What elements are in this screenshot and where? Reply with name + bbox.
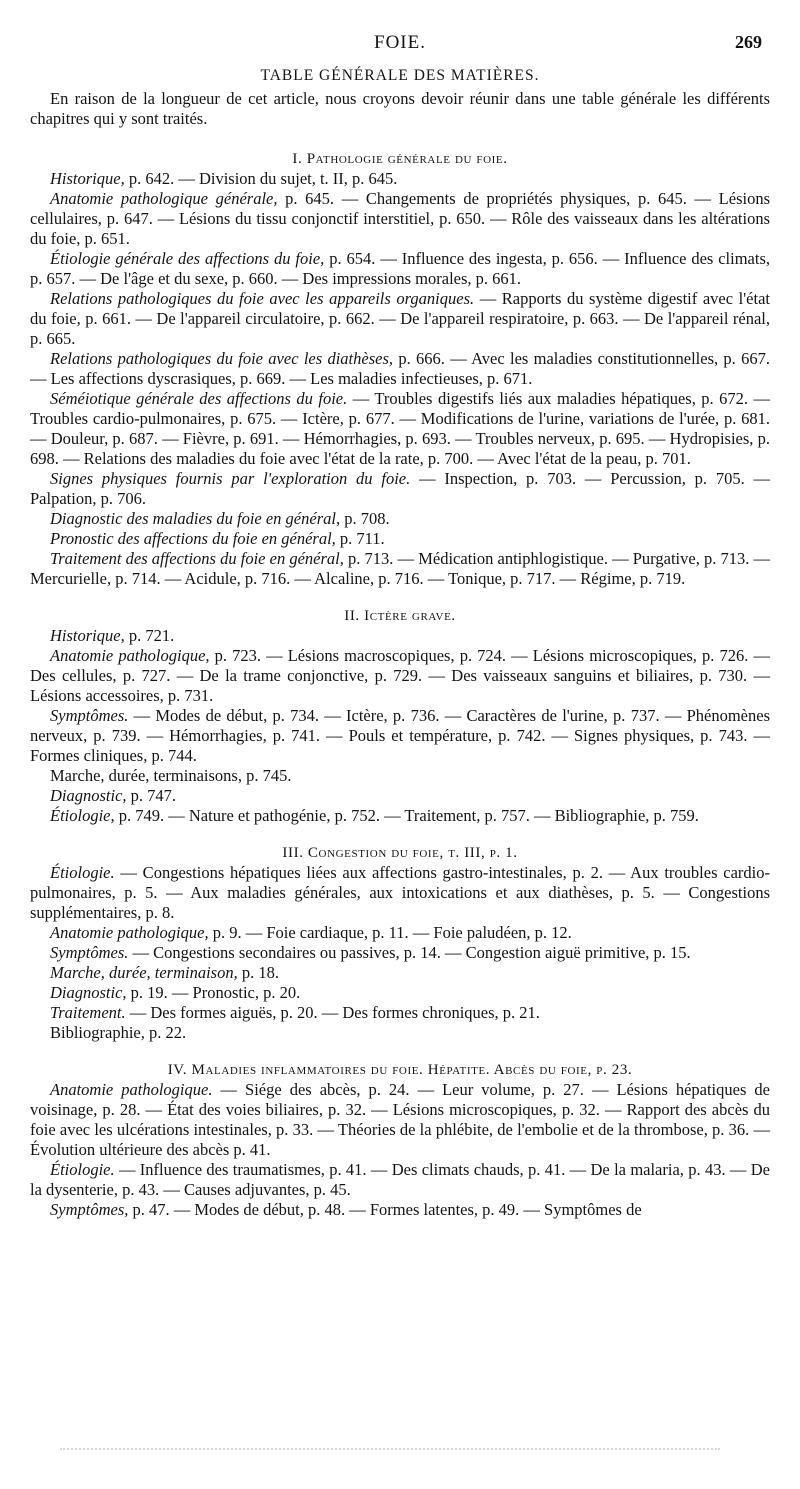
entry-text: p. 721. bbox=[128, 626, 175, 645]
bottom-edge-dots bbox=[60, 1448, 720, 1458]
toc-entry bbox=[30, 923, 770, 943]
entry-text: — Congestions secondaires ou passives, p. 14. — Congestion aiguë primitive, p. 15. bbox=[132, 943, 691, 962]
entry-text: p. 18. bbox=[241, 963, 279, 982]
entry-text: — Siége des abcès, p. 24. — Leur volume, p. 27. — Lésions hépatiques de voisinage, p. 28. — État des voies biliaires, p. 32. — Lésions microscopiques, p. 32. — Rapport des abcès du foie avec les ulcérations intestinales, p. 33. — Théories de la phlébite, de l'embolie et de la thrombose, p. 36. — Évolution ultérieure des abcès p. 41. bbox=[30, 1080, 770, 1159]
toc-entry bbox=[30, 469, 770, 509]
running-title: FOIE. bbox=[374, 32, 426, 53]
entry-heading: Anatomie pathologique, bbox=[50, 646, 210, 665]
entry-heading: Diagnostic, bbox=[50, 786, 127, 805]
entry-text: — Rapports du système digestif avec l'état du foie, p. 661. — De l'appareil circulatoire, p. 662. — De l'appareil respiratoire, p. 663. — De l'appareil rénal, p. 665. bbox=[30, 289, 770, 348]
page-number: 269 bbox=[735, 32, 762, 52]
entry-text: — Inspection, p. 703. — Percussion, p. 705. — Palpation, p. 706. bbox=[30, 469, 771, 508]
section-title-text: Congestion du foie, t. III, p. 1. bbox=[307, 845, 518, 861]
entry-text: — Des formes aiguës, p. 20. — Des formes chroniques, p. 21. bbox=[129, 1003, 540, 1022]
section-title bbox=[30, 1060, 770, 1080]
entry-text: p. 708. bbox=[344, 509, 390, 528]
entry-text: Marche, durée, terminaisons, p. 745. bbox=[50, 766, 292, 785]
entry-heading: Anatomie pathologique. bbox=[50, 1080, 213, 1099]
toc-entry bbox=[30, 983, 770, 1003]
entry-text: p. 723. — Lésions macroscopiques, p. 724. — Lésions microscopiques, p. 726. — Des cellules, p. 727. — De la trame conjonctive, p. 729. — Des vaisseaux sanguins et biliaires, p. 730. — Lésions accessoires, p. 731. bbox=[30, 646, 770, 705]
entry-text: p. 749. — Nature et pathogénie, p. 752. — Traitement, p. 757. — Bibliographie, p. 759. bbox=[118, 806, 699, 825]
toc-entry bbox=[30, 1160, 770, 1200]
toc-entry bbox=[30, 189, 770, 249]
toc-entry bbox=[30, 349, 770, 389]
section-title-text: Maladies inflammatoires du foie. Hépatite. Abcès du foie, p. 23. bbox=[191, 1062, 633, 1078]
entry-heading: Diagnostic, bbox=[50, 983, 127, 1002]
entry-text: p. 666. — Avec les maladies constitutionnelles, p. 667. — Les affections dyscrasiques, p. 669. — Les maladies infectieuses, p. 671. bbox=[30, 349, 770, 388]
toc-entry bbox=[30, 626, 770, 646]
toc-entry bbox=[30, 1200, 770, 1220]
toc-entry bbox=[30, 1080, 770, 1160]
entry-heading: Étiologie. bbox=[50, 1160, 115, 1179]
entry-heading: Anatomie pathologique générale, bbox=[50, 189, 278, 208]
entry-heading: Étiologie, bbox=[50, 806, 115, 825]
entry-heading: Étiologie générale des affections du foie, bbox=[50, 249, 325, 268]
entry-heading: Historique, bbox=[50, 626, 125, 645]
toc-entry bbox=[30, 549, 770, 589]
table-title: TABLE GÉNÉRALE DES MATIÈRES. bbox=[260, 67, 540, 84]
section-title bbox=[30, 149, 770, 169]
section-title-text: Pathologie générale du foie. bbox=[306, 151, 508, 167]
toc-entry bbox=[30, 943, 770, 963]
toc-entry bbox=[30, 529, 770, 549]
entry-heading: Étiologie. bbox=[50, 863, 115, 882]
toc-entry bbox=[30, 509, 770, 529]
toc-entry bbox=[30, 786, 770, 806]
entry-heading: Relations pathologiques du foie avec les diathèses, bbox=[50, 349, 394, 368]
entry-heading: Traitement des affections du foie en général, bbox=[50, 549, 344, 568]
intro-paragraph: En raison de la longueur de cet article, nous croyons devoir réunir dans une table générale les différents chapitres qui y sont traités. bbox=[30, 89, 770, 128]
entry-text: p. 711. bbox=[339, 529, 385, 548]
toc-entry bbox=[30, 249, 770, 289]
sections-container bbox=[30, 149, 770, 1220]
entry-text: — Troubles digestifs liés aux maladies hépatiques, p. 672. — Troubles cardio-pulmonaires, p. 675. — Ictère, p. 677. — Modifications de l'urine, variations de l'urée, p. 681. — Douleur, p. 687. — Fièvre, p. 691. — Hémorrhagies, p. 693. — Troubles nerveux, p. 695. — Hydropisies, p. 698. — Relations des maladies du foie avec l'état de la rate, p. 700. — Avec l'état de la peau, p. 701. bbox=[30, 389, 770, 468]
toc-entry bbox=[30, 389, 770, 469]
section-title-text: Ictère grave. bbox=[364, 608, 456, 624]
toc-entry bbox=[30, 1003, 770, 1023]
entry-text: p. 713. — Médication antiphlogistique. — Purgative, p. 713. — Mercurielle, p. 714. — Acidule, p. 716. — Alcaline, p. 716. — Tonique, p. 717. — Régime, p. 719. bbox=[30, 549, 771, 588]
entry-heading: Symptômes, bbox=[50, 1200, 129, 1219]
entry-text: — Influence des traumatismes, p. 41. — Des climats chauds, p. 41. — De la malaria, p. 43. — De la dysenterie, p. 43. — Causes adjuvantes, p. 45. bbox=[30, 1160, 770, 1199]
toc-entry bbox=[30, 169, 770, 189]
document-page bbox=[30, 0, 770, 1220]
section bbox=[30, 606, 770, 826]
section bbox=[30, 843, 770, 1043]
section bbox=[30, 149, 770, 589]
entry-heading: Diagnostic des maladies du foie en général, bbox=[50, 509, 341, 528]
toc-entry bbox=[30, 806, 770, 826]
toc-entry bbox=[30, 706, 770, 766]
section bbox=[30, 1060, 770, 1220]
entry-text: p. 19. — Pronostic, p. 20. bbox=[130, 983, 301, 1002]
entry-heading: Marche, durée, terminaison, bbox=[50, 963, 238, 982]
entry-text: — Congestions hépatiques liées aux affections gastro-intestinales, p. 2. — Aux troubles cardio-pulmonaires, p. 5. — Aux maladies générales, aux intoxications et aux diathèses, p. 5. — Congestions supplémentaires, p. 8. bbox=[30, 863, 770, 922]
section-number: I. bbox=[292, 151, 303, 167]
entry-text: p. 9. — Foie cardiaque, p. 11. — Foie paludéen, p. 12. bbox=[212, 923, 572, 942]
toc-entry bbox=[30, 1023, 770, 1043]
toc-entry bbox=[30, 863, 770, 923]
section-title bbox=[30, 843, 770, 863]
section-number: III. bbox=[282, 845, 304, 861]
entry-text: p. 747. bbox=[130, 786, 177, 805]
entry-text: Bibliographie, p. 22. bbox=[50, 1023, 187, 1042]
entry-heading: Relations pathologiques du foie avec les appareils organiques. bbox=[50, 289, 475, 308]
section-title bbox=[30, 606, 770, 626]
entry-heading: Traitement. bbox=[50, 1003, 126, 1022]
entry-heading: Pronostic des affections du foie en général, bbox=[50, 529, 336, 548]
entry-heading: Symptômes. bbox=[50, 943, 129, 962]
toc-entry bbox=[30, 289, 770, 349]
entry-text: — Modes de début, p. 734. — Ictère, p. 736. — Caractères de l'urine, p. 737. — Phénomènes nerveux, p. 739. — Hémorrhagies, p. 741. — Pouls et température, p. 742. — Signes physiques, p. 743. — Formes cliniques, p. 744. bbox=[30, 706, 770, 765]
entry-text: p. 654. — Influence des ingesta, p. 656. — Influence des climats, p. 657. — De l'âge et du sexe, p. 660. — Des impressions morales, p. 661. bbox=[30, 249, 771, 288]
toc-entry bbox=[30, 646, 770, 706]
entry-heading: Anatomie pathologique, bbox=[50, 923, 209, 942]
entry-heading: Séméiotique générale des affections du foie. bbox=[50, 389, 348, 408]
entry-text: p. 645. — Changements de propriétés physiques, p. 645. — Lésions cellulaires, p. 647. — Lésions du tissu conjonctif interstitiel, p. 650. — Rôle des vaisseaux dans les altérations du foie, p. 651. bbox=[30, 189, 770, 248]
entry-text: p. 642. — Division du sujet, t. II, p. 645. bbox=[128, 169, 398, 188]
entry-heading: Signes physiques fournis par l'exploration du foie. bbox=[50, 469, 411, 488]
entry-heading: Symptômes. bbox=[50, 706, 129, 725]
section-number: IV. bbox=[167, 1062, 188, 1078]
toc-entry bbox=[30, 963, 770, 983]
section-number: II. bbox=[344, 608, 360, 624]
entry-text: p. 47. — Modes de début, p. 48. — Formes latentes, p. 49. — Symptômes de bbox=[132, 1200, 642, 1219]
toc-entry bbox=[30, 766, 770, 786]
entry-heading: Historique, bbox=[50, 169, 125, 188]
page-header bbox=[30, 0, 770, 60]
